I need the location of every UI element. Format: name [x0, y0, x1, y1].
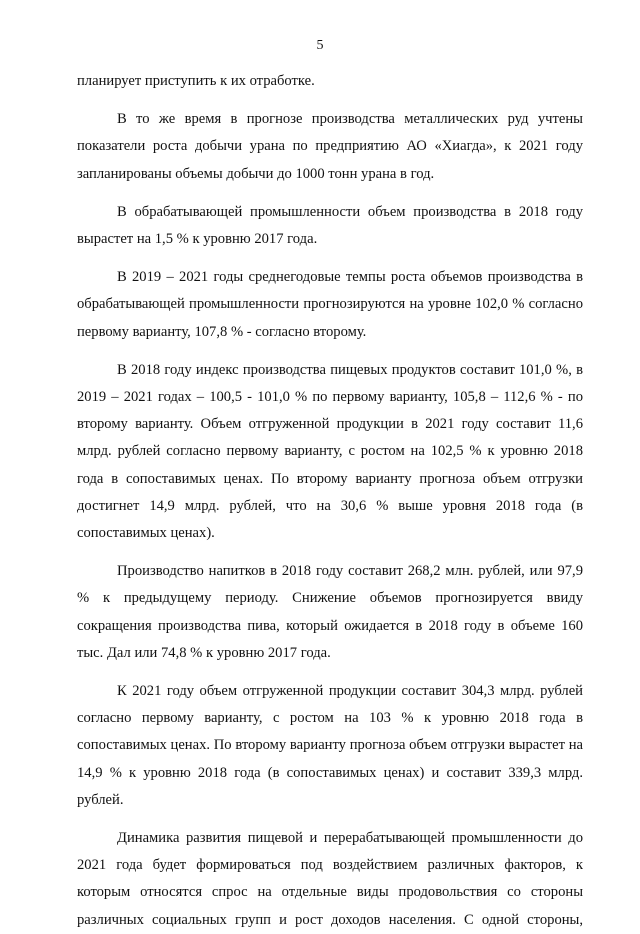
paragraph-food-production: В 2018 году индекс производства пищевых продуктов составит 101,0 %, в 2019 – 2021 годах – 100,5 - 101,0 % по первому варианту, 105,8 – 112,6 % - по второму варианту. Объем отгруженной продукции в 2021 году составит 11,6 млрд. рублей согласно первому варианту, с ростом на 102,5 % к уровню 2018 года в сопоставимых ценах. По второму варианту прогноза объем отгрузки достигнет 14,9 млрд. рублей, что на 30,6 % выше уровня 2018 года (в сопоставимых ценах). [77, 361, 583, 542]
paragraph-manufacturing-2018: В обрабатывающей промышленности объем производства в 2018 году вырастет на 1,5 % к уровню 2017 года. [77, 203, 583, 248]
paragraph-uranium-mining: В то же время в прогнозе производства металлических руд учтены показатели роста добычи урана по предприятию АО «Хиагда», к 2021 году запланированы объемы добычи до 1000 тонн урана в год. [77, 111, 583, 182]
paragraph-food-industry-dynamics: Динамика развития пищевой и перерабатывающей промышленности до 2021 года будет формироваться под воздействием различных факторов, к которым относятся спрос на отдельные виды продовольствия со стороны различных социальных групп и рост доходов населения. С одной стороны, [77, 830, 583, 928]
body-text [77, 68, 583, 934]
paragraph-manufacturing-growth: В 2019 – 2021 годы среднегодовые темпы роста объемов производства в обрабатывающей промышленности прогнозируются на уровне 102,0 % согласно первому варианту, 107,8 % - согласно второму. [77, 269, 583, 340]
page-number: 5 [316, 38, 324, 53]
paragraph-shipped-products: К 2021 году объем отгруженной продукции составит 304,3 млрд. рублей согласно первому варианту, с ростом на 103 % к уровню 2018 года в сопоставимых ценах. По второму варианту прогноза объем отгрузки вырастет на 14,9 % к уровню 2018 года (в сопоставимых ценах) и составит 339,3 млрд. рублей. [77, 683, 583, 808]
paragraph-continuation: планирует приступить к их отработке. [77, 73, 315, 89]
paragraph-beverages: Производство напитков в 2018 году составит 268,2 млн. рублей, или 97,9 % к предыдущему периоду. Снижение объемов прогнозируется ввиду сокращения производства пива, который ожидается в 2018 году в объеме 160 тыс. Дал или 74,8 % к уровню 2017 года. [77, 563, 583, 661]
